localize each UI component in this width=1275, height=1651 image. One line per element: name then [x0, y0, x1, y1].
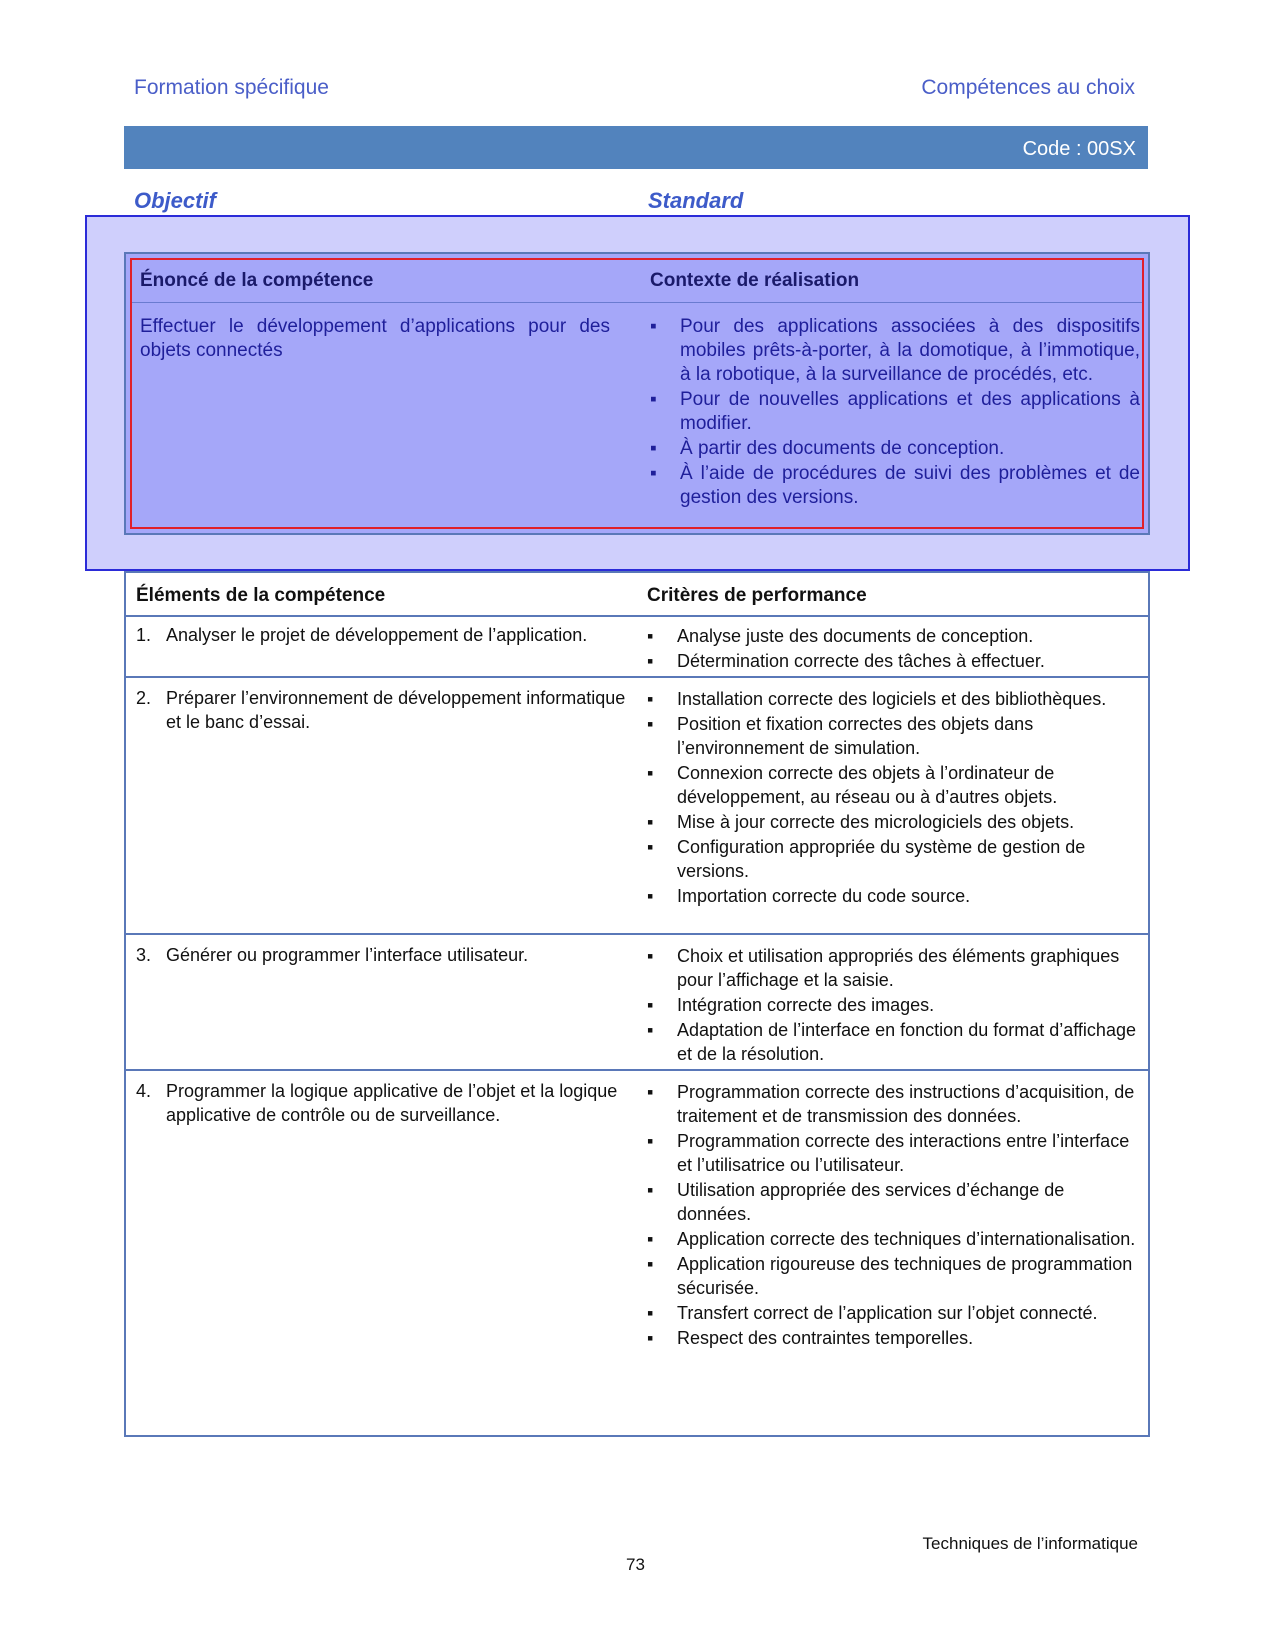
context-item: ▪ Pour de nouvelles applications et des applications à modifier.	[650, 388, 1140, 436]
element-number: 4.	[136, 1081, 152, 1101]
criteria-list	[647, 944, 1137, 1067]
criterion-item: ▪ Application correcte des techniques d’internationalisation.	[647, 1227, 1137, 1251]
criterion-item: ▪ Utilisation appropriée des services d’échange de données.	[647, 1178, 1137, 1226]
performance-header-row	[126, 573, 1148, 617]
criterion-item: ▪ Transfert correct de l’application sur l’objet connecté.	[647, 1301, 1137, 1325]
context-list	[650, 315, 1140, 511]
context-item: ▪ À partir des documents de conception.	[650, 437, 1140, 461]
criteria-heading: Critères de performance	[647, 585, 867, 606]
performance-table	[124, 571, 1150, 1437]
criterion-item: ▪ Adaptation de l’interface en fonction du format d’affichage et de la résolution.	[647, 1018, 1137, 1066]
criteria-list	[647, 624, 1137, 674]
criterion-item: ▪ Programmation correcte des instructions d’acquisition, de traitement et de transmission des données.	[647, 1080, 1137, 1128]
elements-heading: Éléments de la compétence	[136, 585, 386, 606]
criterion-item: ▪ Connexion correcte des objets à l’ordinateur de développement, au réseau ou à d’autres objets.	[647, 761, 1137, 809]
competence-statement: Effectuer le développement d’applications pour des objets connectés	[140, 316, 610, 361]
competence-statement-heading: Énoncé de la compétence	[140, 270, 374, 291]
competence-box	[124, 252, 1150, 535]
element-text: Programmer la logique applicative de l’objet et la logique applicative de contrôle ou de surveillance.	[166, 1081, 618, 1125]
criterion-item: ▪ Détermination correcte des tâches à effectuer.	[647, 649, 1137, 673]
context-item: ▪ À l’aide de procédures de suivi des problèmes et de gestion des versions.	[650, 462, 1140, 510]
criterion-item: ▪ Analyse juste des documents de conception.	[647, 624, 1137, 648]
element-number: 3.	[136, 945, 152, 965]
header-program-type: Formation spécifique	[134, 76, 329, 99]
table-row	[126, 935, 1148, 1071]
footer-program-name: Techniques de l’informatique	[922, 1534, 1138, 1553]
element-number: 2.	[136, 688, 152, 708]
criterion-item: ▪ Position et fixation correctes des objets dans l’environnement de simulation.	[647, 712, 1137, 760]
element-text: Analyser le projet de développement de l’application.	[166, 625, 588, 645]
context-heading: Contexte de réalisation	[650, 270, 860, 291]
criterion-item: ▪ Choix et utilisation appropriés des éléments graphiques pour l’affichage et la saisie.	[647, 944, 1137, 992]
criteria-list	[647, 687, 1137, 909]
competence-header-row	[132, 260, 1142, 303]
objectif-label: Objectif	[134, 188, 216, 213]
criterion-item: ▪ Respect des contraintes temporelles.	[647, 1326, 1137, 1350]
page-number: 73	[626, 1555, 645, 1574]
table-row	[126, 678, 1148, 935]
criterion-item: ▪ Application rigoureuse des techniques de programmation sécurisée.	[647, 1252, 1137, 1300]
element-number: 1.	[136, 625, 152, 645]
criteria-list	[647, 1080, 1137, 1351]
criterion-item: ▪ Installation correcte des logiciels et des bibliothèques.	[647, 687, 1137, 711]
table-row	[126, 1071, 1148, 1435]
competence-inner-frame	[130, 258, 1144, 529]
competency-code: Code : 00SX	[1022, 138, 1136, 160]
criterion-item: ▪ Importation correcte du code source.	[647, 884, 1137, 908]
context-item: ▪ Pour des applications associées à des dispositifs mobiles prêts-à-porter, à la domotique, à l’immotique, à la robotique, à la surveillance de procédés, etc.	[650, 315, 1140, 387]
criterion-item: ▪ Configuration appropriée du système de gestion de versions.	[647, 835, 1137, 883]
element-text: Préparer l’environnement de développement informatique et le banc d’essai.	[166, 688, 626, 732]
table-row	[126, 615, 1148, 678]
header-section-type: Compétences au choix	[921, 76, 1135, 99]
standard-label: Standard	[648, 188, 744, 213]
criterion-item: ▪ Programmation correcte des interactions entre l’interface et l’utilisatrice ou l’utilisateur.	[647, 1129, 1137, 1177]
criterion-item: ▪ Mise à jour correcte des micrologiciels des objets.	[647, 810, 1137, 834]
code-band	[124, 126, 1148, 169]
element-text: Générer ou programmer l’interface utilisateur.	[166, 945, 529, 965]
criterion-item: ▪ Intégration correcte des images.	[647, 993, 1137, 1017]
